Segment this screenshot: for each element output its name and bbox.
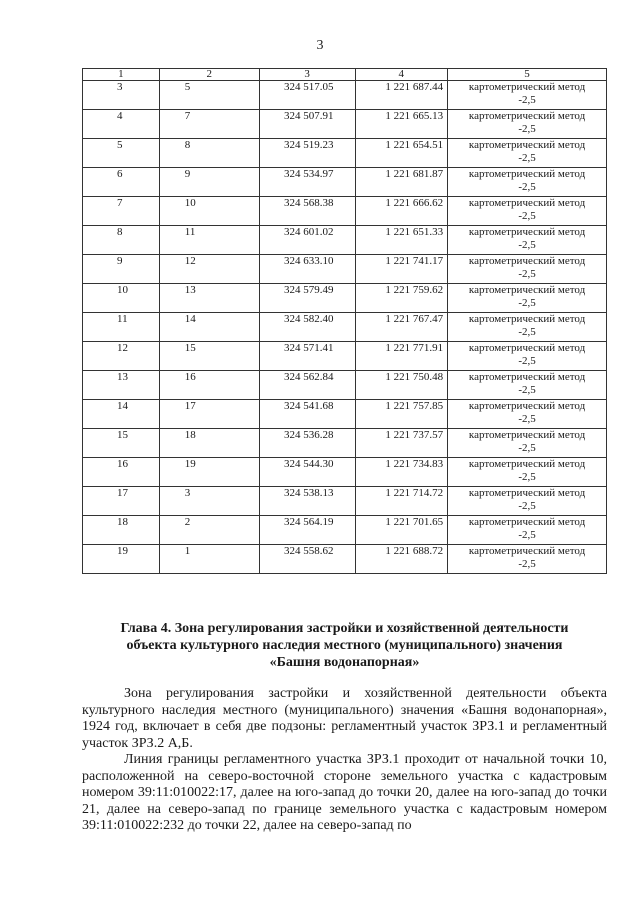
x-coordinate-cell: 324 517.05	[259, 81, 355, 110]
method-accuracy: -2,5	[518, 239, 536, 251]
y-coordinate-cell: 1 221 687.44	[355, 81, 448, 110]
y-coordinate-cell: 1 221 734.83	[355, 458, 448, 487]
coordinates-table	[82, 68, 607, 574]
row-number-cell: 7	[83, 197, 160, 226]
method-accuracy: -2,5	[518, 413, 536, 425]
method-cell	[448, 226, 607, 255]
method-name: картометрический метод	[468, 545, 586, 557]
page-number: 3	[316, 38, 324, 53]
point-number-cell: 11	[159, 226, 259, 255]
y-coordinate-cell: 1 221 759.62	[355, 284, 448, 313]
method-accuracy: -2,5	[518, 558, 536, 570]
method-cell	[448, 110, 607, 139]
table-row	[83, 545, 607, 574]
method-cell	[448, 197, 607, 226]
point-number-cell: 3	[159, 487, 259, 516]
header-cell: 3	[259, 69, 355, 81]
method-accuracy: -2,5	[518, 529, 536, 541]
x-coordinate-cell: 324 568.38	[259, 197, 355, 226]
table-row	[83, 110, 607, 139]
row-number-cell: 18	[83, 516, 160, 545]
method-name: картометрический метод	[468, 284, 586, 296]
table-row	[83, 81, 607, 110]
header-cell: 2	[159, 69, 259, 81]
method-name: картометрический метод	[468, 342, 586, 354]
header-cell: 1	[83, 69, 160, 81]
method-name: картометрический метод	[468, 429, 586, 441]
paragraph: Зона регулирования застройки и хозяйственной деятельности объекта культурного наследия местного (муниципального) значения «Башня водонапорная», 1924 год, включает в себя две подзоны: регламентный участок ЗРЗ.1 и регламентный участок ЗРЗ.2 А,Б.	[82, 686, 607, 751]
body-text	[82, 686, 607, 835]
y-coordinate-cell: 1 221 666.62	[355, 197, 448, 226]
point-number-cell: 19	[159, 458, 259, 487]
chapter-heading	[82, 620, 607, 671]
table-body	[83, 81, 607, 574]
x-coordinate-cell: 324 571.41	[259, 342, 355, 371]
method-accuracy: -2,5	[518, 297, 536, 309]
method-cell	[448, 371, 607, 400]
method-cell	[448, 255, 607, 284]
method-name: картометрический метод	[468, 400, 586, 412]
method-name: картометрический метод	[468, 139, 586, 151]
point-number-cell: 5	[159, 81, 259, 110]
y-coordinate-cell: 1 221 651.33	[355, 226, 448, 255]
x-coordinate-cell: 324 582.40	[259, 313, 355, 342]
row-number-cell: 17	[83, 487, 160, 516]
y-coordinate-cell: 1 221 750.48	[355, 371, 448, 400]
table-row	[83, 255, 607, 284]
header-cell: 4	[355, 69, 448, 81]
method-cell	[448, 342, 607, 371]
table-row	[83, 313, 607, 342]
x-coordinate-cell: 324 579.49	[259, 284, 355, 313]
row-number-cell: 16	[83, 458, 160, 487]
x-coordinate-cell: 324 541.68	[259, 400, 355, 429]
method-name: картометрический метод	[468, 458, 586, 470]
point-number-cell: 1	[159, 545, 259, 574]
method-cell	[448, 139, 607, 168]
point-number-cell: 14	[159, 313, 259, 342]
table-row	[83, 487, 607, 516]
x-coordinate-cell: 324 536.28	[259, 429, 355, 458]
point-number-cell: 9	[159, 168, 259, 197]
row-number-cell: 14	[83, 400, 160, 429]
method-name: картометрический метод	[468, 197, 586, 209]
paragraph: Линия границы регламентного участка ЗРЗ.1 проходит от начальной точки 10, расположенной на северо-восточной стороне земельного участка с кадастровым номером 39:11:010022:17, далее на юго-запад до точки 20, далее на юго-запад до точки 21, далее на северо-запад по границе земельного участка с кадастровым номером 39:11:010022:232 до точки 22, далее на северо-запад по	[82, 752, 607, 833]
method-name: картометрический метод	[468, 168, 586, 180]
y-coordinate-cell: 1 221 701.65	[355, 516, 448, 545]
x-coordinate-cell: 324 564.19	[259, 516, 355, 545]
method-name: картометрический метод	[468, 110, 586, 122]
x-coordinate-cell: 324 558.62	[259, 545, 355, 574]
row-number-cell: 4	[83, 110, 160, 139]
row-number-cell: 5	[83, 139, 160, 168]
method-name: картометрический метод	[468, 516, 586, 528]
method-accuracy: -2,5	[518, 471, 536, 483]
point-number-cell: 18	[159, 429, 259, 458]
point-number-cell: 12	[159, 255, 259, 284]
row-number-cell: 8	[83, 226, 160, 255]
y-coordinate-cell: 1 221 767.47	[355, 313, 448, 342]
x-coordinate-cell: 324 601.02	[259, 226, 355, 255]
method-cell	[448, 487, 607, 516]
method-cell	[448, 516, 607, 545]
row-number-cell: 6	[83, 168, 160, 197]
table-row	[83, 516, 607, 545]
method-accuracy: -2,5	[518, 268, 536, 280]
y-coordinate-cell: 1 221 681.87	[355, 168, 448, 197]
method-accuracy: -2,5	[518, 181, 536, 193]
x-coordinate-cell: 324 544.30	[259, 458, 355, 487]
row-number-cell: 13	[83, 371, 160, 400]
method-accuracy: -2,5	[518, 94, 536, 106]
method-accuracy: -2,5	[518, 326, 536, 338]
row-number-cell: 11	[83, 313, 160, 342]
method-accuracy: -2,5	[518, 384, 536, 396]
method-cell	[448, 545, 607, 574]
y-coordinate-cell: 1 221 688.72	[355, 545, 448, 574]
row-number-cell: 15	[83, 429, 160, 458]
method-cell	[448, 429, 607, 458]
y-coordinate-cell: 1 221 654.51	[355, 139, 448, 168]
point-number-cell: 7	[159, 110, 259, 139]
point-number-cell: 17	[159, 400, 259, 429]
method-name: картометрический метод	[468, 255, 586, 267]
row-number-cell: 10	[83, 284, 160, 313]
table-row	[83, 139, 607, 168]
point-number-cell: 15	[159, 342, 259, 371]
x-coordinate-cell: 324 538.13	[259, 487, 355, 516]
x-coordinate-cell: 324 519.23	[259, 139, 355, 168]
y-coordinate-cell: 1 221 714.72	[355, 487, 448, 516]
y-coordinate-cell: 1 221 771.91	[355, 342, 448, 371]
method-cell	[448, 168, 607, 197]
row-number-cell: 3	[83, 81, 160, 110]
table-row	[83, 226, 607, 255]
table-row	[83, 197, 607, 226]
x-coordinate-cell: 324 633.10	[259, 255, 355, 284]
method-accuracy: -2,5	[518, 210, 536, 222]
y-coordinate-cell: 1 221 757.85	[355, 400, 448, 429]
table-row	[83, 458, 607, 487]
method-name: картометрический метод	[468, 487, 586, 499]
table-row	[83, 429, 607, 458]
row-number-cell: 19	[83, 545, 160, 574]
x-coordinate-cell: 324 507.91	[259, 110, 355, 139]
method-cell	[448, 313, 607, 342]
point-number-cell: 10	[159, 197, 259, 226]
row-number-cell: 12	[83, 342, 160, 371]
method-accuracy: -2,5	[518, 355, 536, 367]
table-row	[83, 371, 607, 400]
table-header	[83, 69, 607, 81]
table-row	[83, 284, 607, 313]
method-cell	[448, 458, 607, 487]
x-coordinate-cell: 324 534.97	[259, 168, 355, 197]
method-accuracy: -2,5	[518, 152, 536, 164]
y-coordinate-cell: 1 221 665.13	[355, 110, 448, 139]
method-cell	[448, 400, 607, 429]
y-coordinate-cell: 1 221 737.57	[355, 429, 448, 458]
method-name: картометрический метод	[468, 226, 586, 238]
heading-line: объекта культурного наследия местного (муниципального) значения	[126, 638, 563, 653]
table-row	[83, 168, 607, 197]
method-name: картометрический метод	[468, 371, 586, 383]
point-number-cell: 13	[159, 284, 259, 313]
point-number-cell: 16	[159, 371, 259, 400]
point-number-cell: 8	[159, 139, 259, 168]
method-name: картометрический метод	[468, 81, 586, 93]
method-cell	[448, 81, 607, 110]
method-accuracy: -2,5	[518, 442, 536, 454]
heading-line: Глава 4. Зона регулирования застройки и хозяйственной деятельности	[120, 621, 569, 636]
row-number-cell: 9	[83, 255, 160, 284]
method-accuracy: -2,5	[518, 123, 536, 135]
heading-line: «Башня водонапорная»	[269, 655, 420, 670]
y-coordinate-cell: 1 221 741.17	[355, 255, 448, 284]
table-row	[83, 342, 607, 371]
method-name: картометрический метод	[468, 313, 586, 325]
method-cell	[448, 284, 607, 313]
x-coordinate-cell: 324 562.84	[259, 371, 355, 400]
table-row	[83, 400, 607, 429]
point-number-cell: 2	[159, 516, 259, 545]
header-cell: 5	[448, 69, 607, 81]
method-accuracy: -2,5	[518, 500, 536, 512]
